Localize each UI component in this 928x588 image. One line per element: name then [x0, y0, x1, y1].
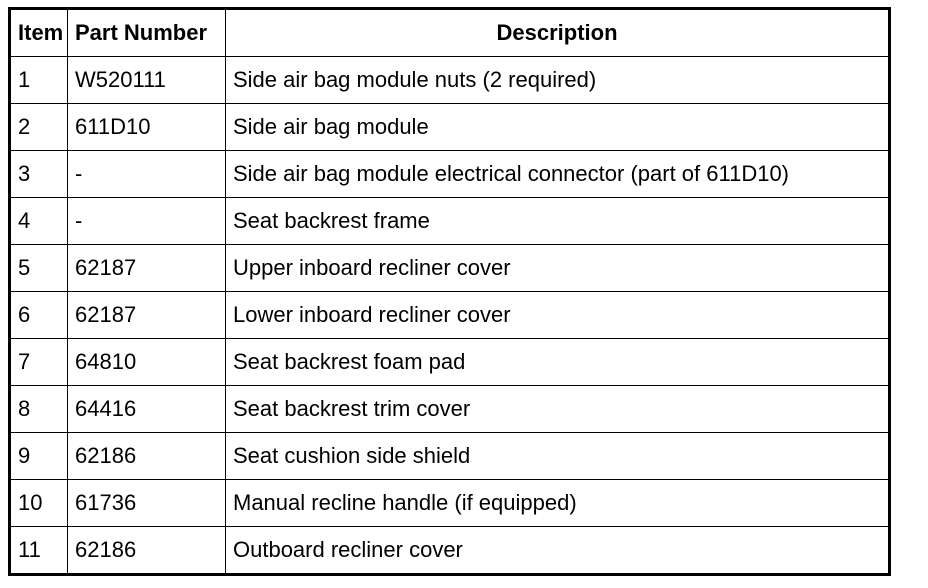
cell-item: 6 [10, 292, 68, 339]
table-row [10, 480, 890, 527]
cell-item: 11 [10, 527, 68, 575]
cell-part-number: 62187 [68, 292, 226, 339]
table-row [10, 527, 890, 575]
table-row [10, 386, 890, 433]
cell-item: 5 [10, 245, 68, 292]
table-row [10, 57, 890, 104]
cell-description: Side air bag module [226, 104, 890, 151]
cell-part-number: 611D10 [68, 104, 226, 151]
table-row [10, 104, 890, 151]
cell-item: 8 [10, 386, 68, 433]
table-header-row [10, 9, 890, 57]
table-row [10, 245, 890, 292]
cell-description: Lower inboard recliner cover [226, 292, 890, 339]
cell-description: Seat backrest foam pad [226, 339, 890, 386]
table-row [10, 151, 890, 198]
header-part-number: Part Number [68, 9, 226, 57]
cell-description: Manual recline handle (if equipped) [226, 480, 890, 527]
parts-table [8, 7, 891, 576]
cell-item: 3 [10, 151, 68, 198]
cell-item: 1 [10, 57, 68, 104]
cell-description: Outboard recliner cover [226, 527, 890, 575]
cell-part-number: 61736 [68, 480, 226, 527]
cell-part-number: - [68, 151, 226, 198]
cell-part-number: 62186 [68, 527, 226, 575]
cell-part-number: 62187 [68, 245, 226, 292]
cell-description: Side air bag module electrical connector (part of 611D10) [226, 151, 890, 198]
header-item: Item [10, 9, 68, 57]
cell-description: Seat cushion side shield [226, 433, 890, 480]
cell-item: 2 [10, 104, 68, 151]
cell-description: Seat backrest frame [226, 198, 890, 245]
cell-part-number: W520111 [68, 57, 226, 104]
cell-part-number: 62186 [68, 433, 226, 480]
table-row [10, 433, 890, 480]
cell-description: Side air bag module nuts (2 required) [226, 57, 890, 104]
cell-item: 10 [10, 480, 68, 527]
cell-part-number: 64416 [68, 386, 226, 433]
table-row [10, 292, 890, 339]
cell-description: Upper inboard recliner cover [226, 245, 890, 292]
cell-description: Seat backrest trim cover [226, 386, 890, 433]
cell-item: 4 [10, 198, 68, 245]
cell-part-number: 64810 [68, 339, 226, 386]
cell-part-number: - [68, 198, 226, 245]
table-row [10, 198, 890, 245]
table-row [10, 339, 890, 386]
cell-item: 7 [10, 339, 68, 386]
table-body [10, 57, 890, 575]
header-description: Description [226, 9, 890, 57]
cell-item: 9 [10, 433, 68, 480]
